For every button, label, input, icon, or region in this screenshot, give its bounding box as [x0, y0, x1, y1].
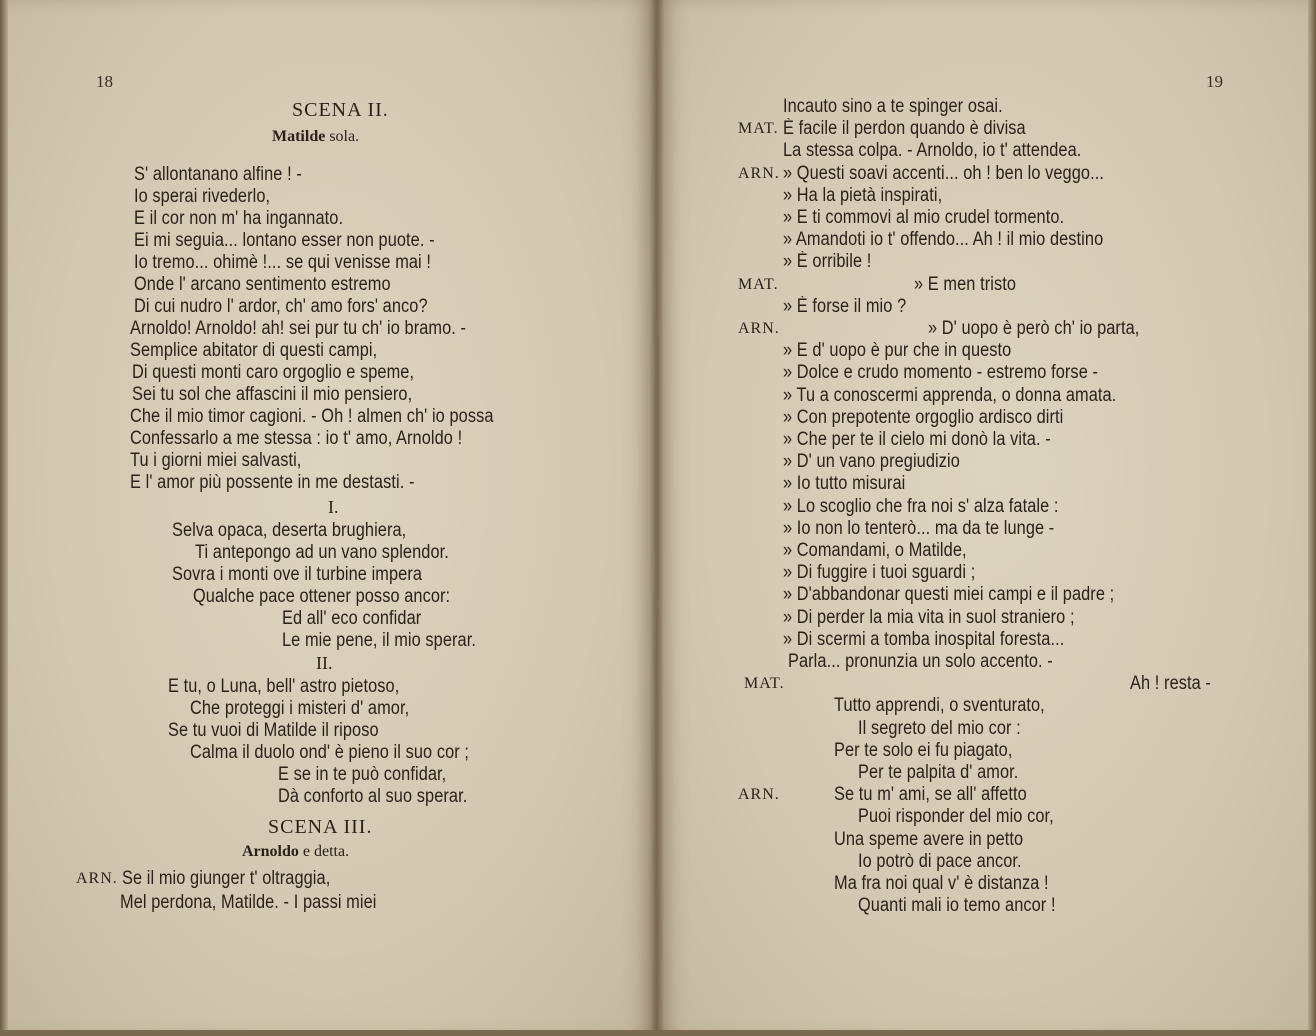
stanza-1-numeral: I. [328, 497, 339, 517]
verse-line: Se tu m' ami, se all' affetto [834, 784, 1027, 806]
verse-line: » E men tristo [914, 273, 1017, 295]
verse-line: Tu i giorni miei salvasti, [130, 450, 302, 471]
verse-line: Io tremo... ohimè !... se qui venisse mai ! [134, 252, 432, 273]
verse-line: Ed all' eco confidar [282, 608, 422, 629]
speaker-label: MAT. [738, 275, 779, 293]
verse-line: Di cui nudro l' ardor, ch' amo fors' anco? [134, 296, 428, 317]
verse-line: » D'abbandonar questi miei campi e il padre ; [783, 584, 1115, 606]
page-number-right: 19 [1206, 72, 1223, 91]
scene-2-characters [272, 128, 359, 146]
scene-2-character-name: Matilde [272, 128, 326, 145]
verse-line: Sei tu sol che affascini il mio pensiero, [132, 384, 413, 405]
verse-line: Per te solo ei fu piagato, [834, 739, 1013, 761]
verse-line: Qualche pace ottener posso ancor: [193, 586, 451, 607]
verse-line: » Amandoti io t' offendo... Ah ! il mio destino [783, 229, 1104, 251]
verse-line: Incauto sino a te spinger osai. [783, 96, 1003, 117]
verse-line: » Di fuggire i tuoi sguardi ; [783, 562, 976, 584]
verse-line: » È forse il mio ? [783, 295, 907, 317]
verse-line: » È orribile ! [783, 251, 872, 273]
verse-line: » E d' uopo è pur che in questo [783, 340, 1012, 362]
verse-line: » Tu a conoscermi apprenda, o donna amata. [783, 384, 1117, 406]
verse-line: Mel perdona, Matilde. - I passi miei [120, 892, 377, 913]
scene-3-character-note: e detta. [302, 843, 350, 860]
verse-line: Dà conforto al suo sperar. [278, 786, 468, 807]
verse-line: La stessa colpa. - Arnoldo, io t' attendea. [783, 140, 1082, 162]
speaker-label: ARN. [738, 786, 780, 804]
verse-line: Io sperai rivederlo, [134, 186, 271, 207]
verse-line: Ah ! resta - [1130, 673, 1211, 695]
speaker-label: MAT. [744, 675, 785, 693]
verse-line: Tutto apprendi, o sventurato, [834, 695, 1045, 717]
verse-line: Puoi risponder del mio cor, [858, 806, 1054, 828]
scene-2-character-note: sola. [329, 128, 360, 145]
right-page [656, 0, 1316, 1036]
verse-line: » D' uopo è però ch' io parta, [928, 318, 1140, 339]
verse-line: » Con prepotente orgoglio ardisco dirti [783, 406, 1064, 428]
verse-line: E tu, o Luna, bell' astro pietoso, [168, 676, 400, 697]
verse-line: S' allontanano alfine ! - [134, 164, 302, 185]
verse-line: » Lo scoglio che fra noi s' alza fatale : [783, 495, 1059, 517]
verse-line: Se il mio giunger t' oltraggia, [122, 868, 331, 889]
verse-line: » Comandami, o Matilde, [783, 540, 967, 561]
scene-3-character-name: Arnoldo [242, 843, 299, 860]
verse-line: Io potrò di pace ancor. [858, 850, 1022, 872]
verse-line: Confessarlo a me stessa : io t' amo, Arnoldo ! [130, 428, 463, 449]
verse-line: » E ti commovi al mio crudel tormento. [783, 207, 1065, 228]
verse-line: Onde l' arcano sentimento estremo [134, 274, 391, 295]
verse-line: Le mie pene, il mio sperar. [282, 630, 476, 651]
speaker-label: ARN. [738, 320, 780, 337]
verse-line: Sovra i monti ove il turbine impera [172, 564, 423, 585]
verse-line: » Che per te il cielo mi donò la vita. - [783, 429, 1051, 450]
verse-line: » Ha la pietà inspirati, [783, 184, 943, 206]
verse-line: » Io tutto misurai [783, 473, 906, 495]
verse-line: Quanti mali io temo ancor ! [858, 895, 1056, 917]
scene-3-characters [242, 843, 349, 861]
book-edge-left [0, 0, 8, 1036]
speaker-label: ARN. [738, 164, 780, 182]
verse-line: Che proteggi i misteri d' amor, [190, 698, 410, 719]
speaker-label: ARN. [76, 870, 118, 887]
verse-line: Una speme avere in petto [834, 828, 1024, 850]
scene-3-title: SCENA III. [268, 816, 373, 838]
book-gutter [650, 0, 664, 1036]
verse-line: Di questi monti caro orgoglio e speme, [132, 362, 415, 383]
book-bottom-edge [0, 1030, 1316, 1036]
speaker-label: MAT. [738, 120, 779, 138]
verse-line: Ei mi seguia... lontano esser non puote. - [134, 230, 435, 251]
verse-line: È facile il perdon quando è divisa [783, 118, 1026, 140]
verse-line: Calma il duolo ond' è pieno il suo cor ; [190, 742, 470, 763]
verse-line: E l' amor più possente in me destasti. - [130, 472, 415, 493]
verse-line: Il segreto del mio cor : [858, 717, 1021, 739]
verse-line: » Io non lo tenterò... ma da te lunge - [783, 517, 1055, 539]
verse-line: E il cor non m' ha ingannato. [134, 208, 344, 229]
verse-line: » Di scermi a tomba inospital foresta... [783, 628, 1065, 650]
page-number-left: 18 [96, 72, 113, 91]
verse-line: Ma fra noi qual v' è distanza ! [834, 873, 1049, 894]
verse-line: E se in te può confidar, [278, 764, 447, 785]
verse-line: Ti antepongo ad un vano splendor. [195, 542, 449, 563]
verse-line: Che il mio timor cagioni. - Oh ! almen ch' io possa [130, 406, 494, 427]
verse-line: » Di perder la mia vita in suol straniero ; [783, 606, 1075, 628]
verse-line: Semplice abitator di questi campi, [130, 340, 378, 361]
book-edge-right [1308, 0, 1316, 1036]
verse-line: Parla... pronunzia un solo accento. - [788, 651, 1053, 672]
verse-line: Arnoldo! Arnoldo! ah! sei pur tu ch' io bramo. - [130, 318, 467, 339]
scene-2-title: SCENA II. [292, 99, 389, 121]
verse-line: » Questi soavi accenti... oh ! ben lo veggo... [783, 162, 1104, 184]
verse-line: Per te palpita d' amor. [858, 762, 1019, 783]
verse-line: » D' un vano pregiudizio [783, 451, 960, 473]
verse-line: Se tu vuoi di Matilde il riposo [168, 720, 379, 741]
verse-line: Selva opaca, deserta brughiera, [172, 520, 407, 541]
verse-line: » Dolce e crudo momento - estremo forse - [783, 362, 1099, 384]
stanza-2-numeral: II. [316, 653, 333, 673]
left-page [0, 0, 656, 1036]
